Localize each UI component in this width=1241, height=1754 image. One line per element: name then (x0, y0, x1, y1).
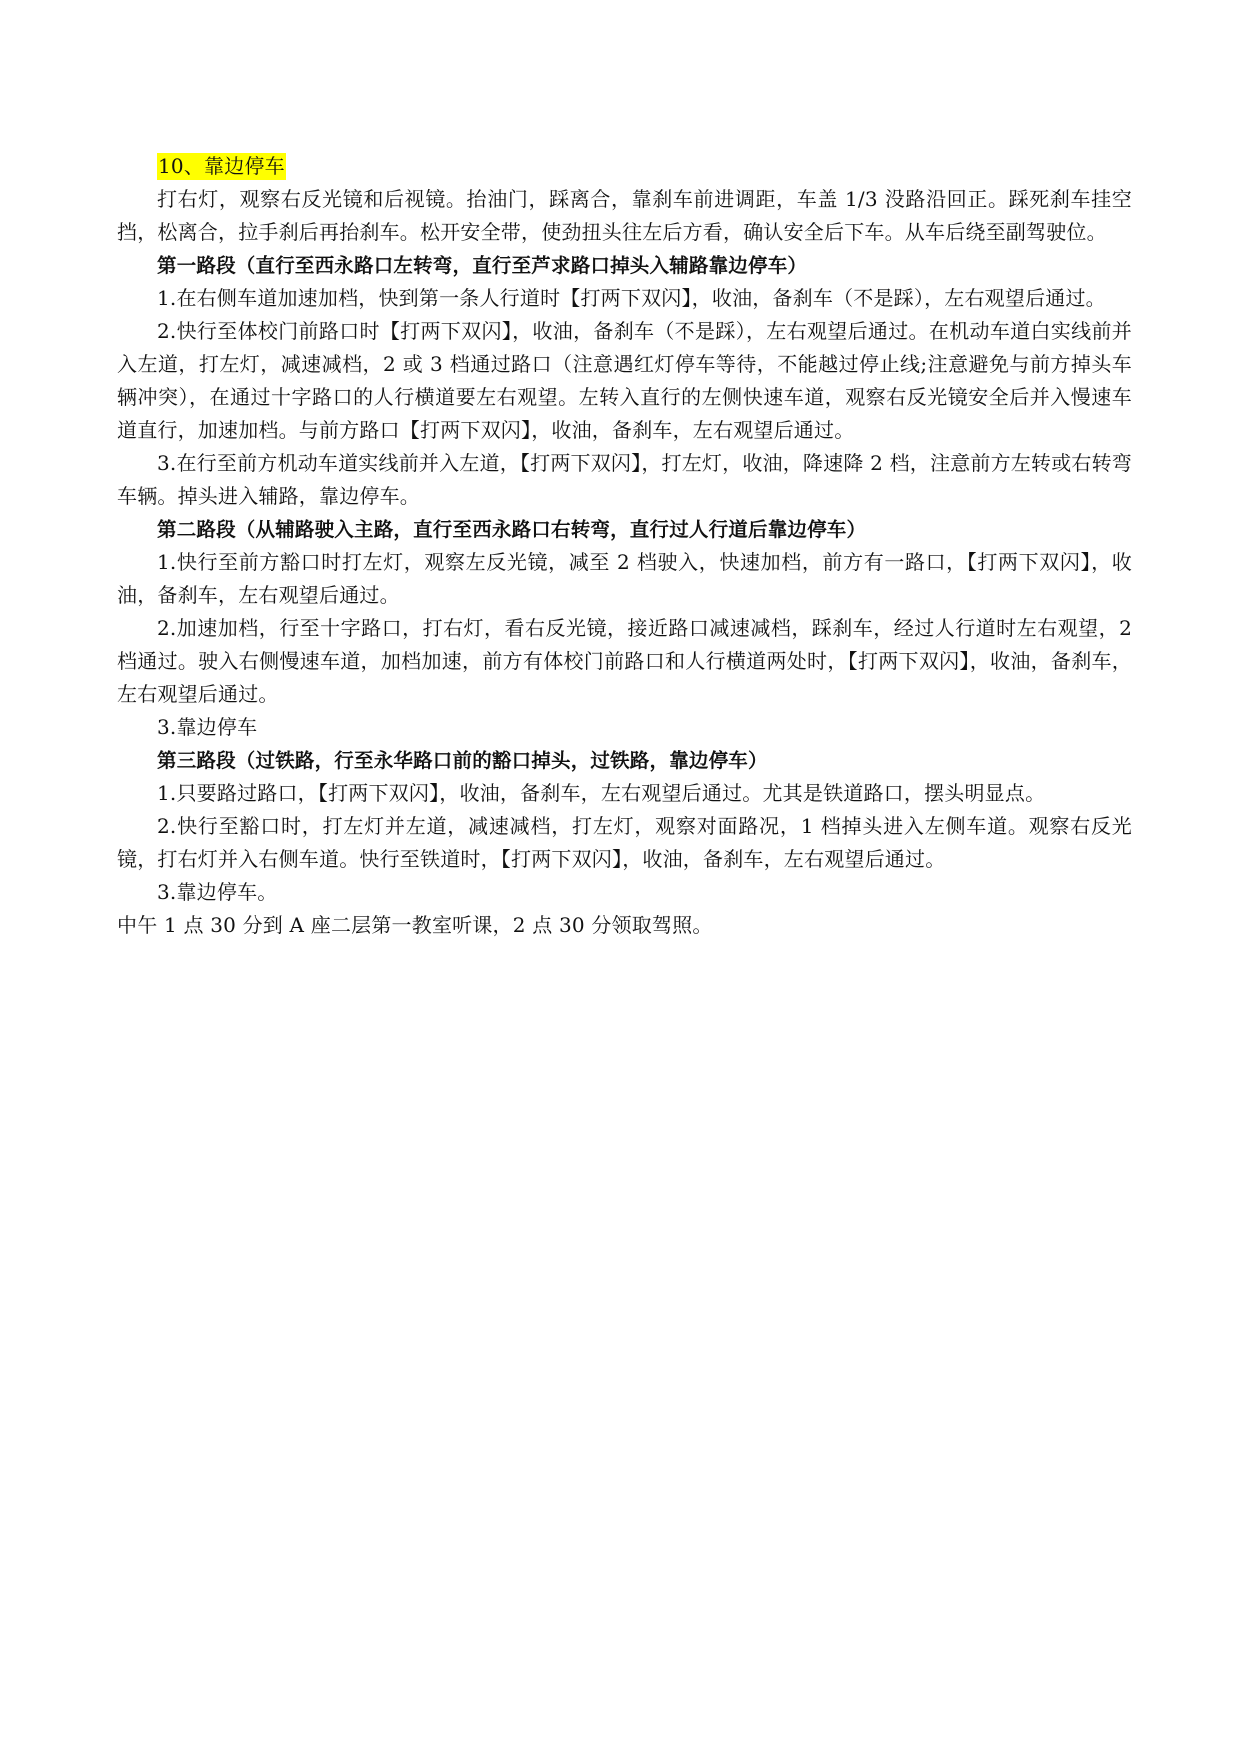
section-3-item-2: 2.快行至豁口时，打左灯并左道，减速减档，打左灯，观察对面路况，1 档掉头进入左侧车道。观察右反光镜，打右灯并入右侧车道。快行至铁道时，【打两下双闪】，收油，备刹车，左右观望后通过。 (117, 814, 1132, 871)
section-2-item-2: 2.加速加档，行至十字路口，打右灯，看右反光镜，接近路口减速减档，踩刹车，经过人行道时左右观望，2 档通过。驶入右侧慢速车道，加档加速，前方有体校门前路口和人行横道两处时，【打两下双闪】，收油，备刹车，左右观望后通过。 (117, 616, 1132, 706)
section-2-item-3: 3.靠边停车 (157, 715, 258, 739)
footer-note: 中午 1 点 30 分到 A 座二层第一教室听课，2 点 30 分领取驾照。 (117, 913, 713, 937)
section-1-item-1: 1.在右侧车道加速加档，快到第一条人行道时【打两下双闪】，收油，备刹车（不是踩），左右观望后通过。 (157, 286, 1106, 310)
document-body (117, 150, 1132, 942)
section-title-line (117, 150, 1132, 183)
section-3-item-3: 3.靠边停车。 (157, 880, 278, 904)
intro-paragraph: 打右灯，观察右反光镜和后视镜。抬油门，踩离合，靠刹车前进调距，车盖 1/3 没路沿回正。踩死刹车挂空挡，松离合，拉手刹后再抬刹车。松开安全带，使劲扭头往左后方看，确认安全后下车。从车后绕至副驾驶位。 (117, 187, 1132, 244)
section-2-item-1: 1.快行至前方豁口时打左灯，观察左反光镜，减至 2 档驶入，快速加档，前方有一路口，【打两下双闪】，收油，备刹车，左右观望后通过。 (117, 550, 1132, 607)
section-title-highlight: 10、靠边停车 (158, 154, 285, 178)
section-1-heading: 第一路段（直行至西永路口左转弯，直行至芦求路口掉头入辅路靠边停车） (157, 254, 808, 277)
section-2-heading: 第二路段（从辅路驶入主路，直行至西永路口右转弯，直行过人行道后靠边停车） (157, 518, 867, 541)
section-3-heading: 第三路段（过铁路，行至永华路口前的豁口掉头，过铁路，靠边停车） (157, 749, 768, 772)
section-1-item-3: 3.在行至前方机动车道实线前并入左道，【打两下双闪】，打左灯，收油，降速降 2 档，注意前方左转或右转弯车辆。掉头进入辅路，靠边停车。 (117, 451, 1132, 508)
section-1-item-2: 2.快行至体校门前路口时【打两下双闪】，收油，备刹车（不是踩），左右观望后通过。在机动车道白实线前并入左道，打左灯，减速减档，2 或 3 档通过路口（注意遇红灯停车等待，不能越过停止线;注意避免与前方掉头车辆冲突），在通过十字路口的人行横道要左右观望。左转入直行的左侧快速车道，观察右反光镜安全后并入慢速车道直行，加速加档。与前方路口【打两下双闪】，收油，备刹车，左右观望后通过。 (117, 319, 1132, 442)
section-3-item-1: 1.只要路过路口，【打两下双闪】，收油，备刹车，左右观望后通过。尤其是铁道路口，摆头明显点。 (157, 781, 1046, 805)
